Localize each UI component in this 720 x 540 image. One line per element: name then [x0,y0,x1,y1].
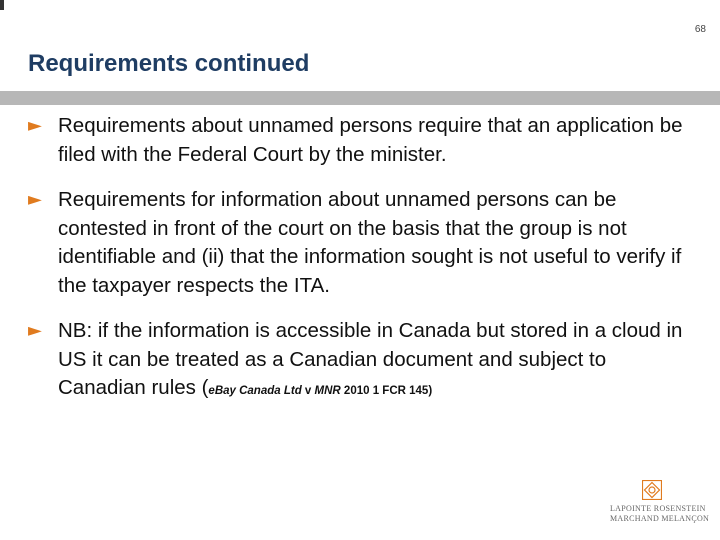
firm-logo [610,480,710,530]
triangle-bullet-icon: ► [28,189,42,210]
bullet-text: Requirements for information about unnamed persons can be contested in front of the court on the basis that the group is not identifiable and (ii) that the information sought is not useful to verify if the taxpayer respects the ITA. [58,188,682,297]
bullet-text-wrapper [58,317,698,406]
logo-wordmark [610,504,710,524]
diamond-logo-icon [642,480,662,500]
citation-reference: 2010 1 FCR 145) [340,385,433,397]
citation-case-name: eBay Canada Ltd [208,385,302,397]
slide-title: Requirements continued [28,50,310,77]
triangle-bullet-icon: ► [28,115,42,136]
case-citation [208,385,432,397]
bullet-item [28,317,698,406]
page-number: 68 [694,24,706,35]
logo-line-2: MARCHAND MELANÇON [610,514,710,523]
bullet-item [28,112,698,169]
bullet-item [28,186,698,300]
title-divider [0,91,720,105]
logo-line-1: LAPOINTE ROSENSTEIN [610,504,706,513]
bullet-text: NB: if the information is accessible in Canada but stored in a cloud in US it can be treated as a Canadian document and subject to Canadian rules ( [58,319,683,399]
triangle-bullet-icon: ► [28,320,42,341]
citation-versus: v [301,385,315,397]
corner-mark [0,0,4,10]
bullet-text: Requirements about unnamed persons require that an application be filed with the Federal Court by the minister. [58,114,683,166]
citation-party: MNR [314,385,341,397]
